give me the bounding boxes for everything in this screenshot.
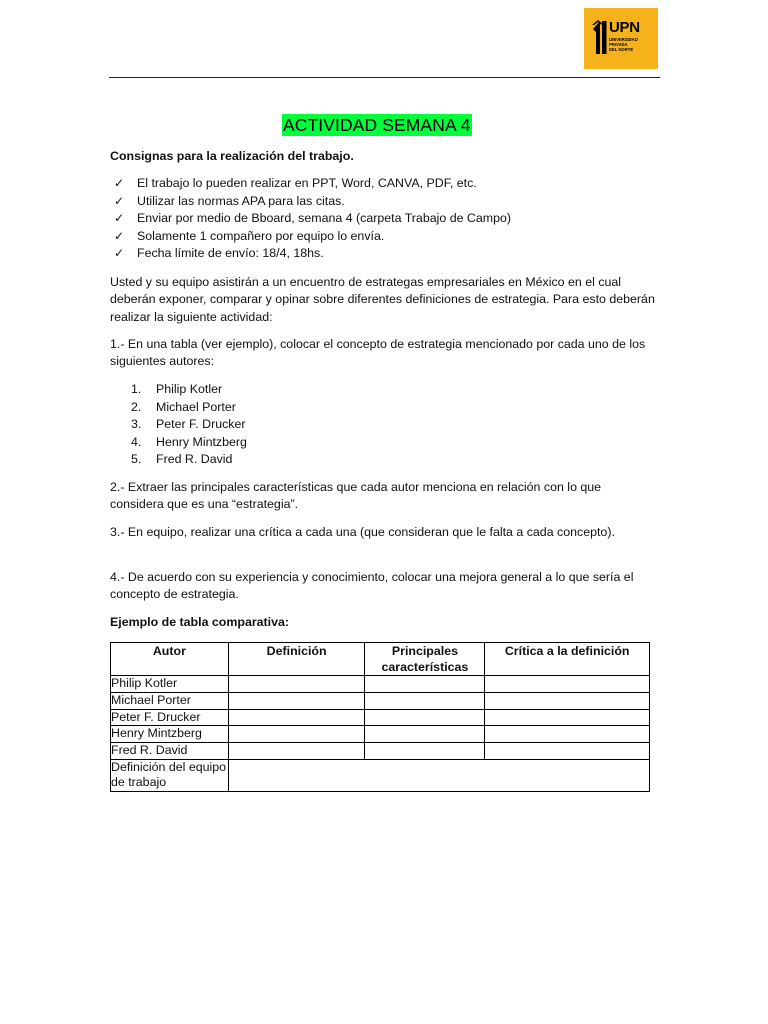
characteristics-cell[interactable] (365, 692, 485, 709)
logo-subtext (609, 37, 638, 52)
upn-logo (584, 8, 658, 69)
row-author-cell: Henry Mintzberg (111, 726, 229, 743)
intro-paragraph: Usted y su equipo asistirán a un encuentro de estrategas empresariales en México en el cual deberán exponer, comparar y opinar sobre diferentes definiciones de estrategia. Para esto deberán realizar la siguiente actividad: (110, 275, 655, 324)
comparison-table (110, 642, 650, 792)
characteristics-cell[interactable] (365, 676, 485, 693)
authors-list (131, 381, 247, 469)
checkmark-icon: ✓ (114, 228, 125, 243)
column-header: Definición (228, 643, 365, 676)
critique-cell[interactable] (485, 692, 650, 709)
list-item-text: Enviar por medio de Bboard, semana 4 (carpeta Trabajo de Campo) (137, 211, 511, 226)
team-definition-label: Definición del equipo de trabajo (111, 759, 229, 791)
author-name: Philip Kotler (156, 382, 223, 396)
team-definition-cell[interactable] (228, 759, 649, 791)
step-4-paragraph: 4.- De acuerdo con su experiencia y conocimiento, colocar una mejora general a lo que sería el concepto de estrategia. (110, 570, 634, 602)
consignas-list (114, 175, 511, 263)
definition-cell[interactable] (228, 709, 365, 726)
critique-cell[interactable] (485, 676, 650, 693)
row-author-cell: Fred R. David (111, 743, 229, 760)
list-item (114, 175, 511, 193)
list-item (131, 451, 247, 469)
checkmark-icon: ✓ (114, 246, 125, 261)
table-row (111, 676, 650, 693)
column-header: Autor (111, 643, 229, 676)
step-1-paragraph: 1.- En una tabla (ver ejemplo), colocar el concepto de estrategia mencionado por cada uno de los siguientes autores: (110, 337, 646, 369)
list-number: 2. (131, 399, 142, 414)
logo-subtext-line: UNIVERSIDAD (609, 37, 638, 42)
critique-cell[interactable] (485, 726, 650, 743)
table-heading: Ejemplo de tabla comparativa: (110, 615, 290, 629)
header-divider (109, 77, 660, 78)
list-item (114, 245, 511, 263)
logo-subtext-line: DEL NORTE (609, 47, 634, 52)
step-2-paragraph: 2.- Extraer las principales características que cada autor menciona en relación con lo que considera que es una “estrategia”. (110, 480, 602, 512)
author-name: Peter F. Drucker (156, 417, 246, 431)
column-header: Principales características (365, 643, 485, 676)
step-3-paragraph: 3.- En equipo, realizar una crítica a cada una (que consideran que le falta a cada concepto). (110, 525, 615, 539)
definition-cell[interactable] (228, 743, 365, 760)
checkmark-icon: ✓ (114, 176, 125, 191)
list-item (131, 381, 247, 399)
list-number: 5. (131, 452, 142, 466)
consignas-heading: Consignas para la realización del trabajo. (110, 149, 354, 163)
table-row (111, 743, 650, 760)
table-header-row (111, 643, 650, 676)
list-item (114, 210, 511, 228)
author-name: Fred R. David (156, 452, 233, 466)
list-item (131, 434, 247, 452)
definition-cell[interactable] (228, 692, 365, 709)
list-item-text: Solamente 1 compañero por equipo lo envía. (137, 228, 385, 243)
list-item-text: Utilizar las normas APA para las citas. (137, 193, 345, 208)
table-row (111, 709, 650, 726)
critique-cell[interactable] (485, 709, 650, 726)
table-row (111, 726, 650, 743)
row-author-cell: Michael Porter (111, 692, 229, 709)
definition-cell[interactable] (228, 676, 365, 693)
page-title: ACTIVIDAD SEMANA 4 (283, 115, 471, 135)
list-item (131, 399, 247, 417)
characteristics-cell[interactable] (365, 709, 485, 726)
critique-cell[interactable] (485, 743, 650, 760)
list-item (114, 228, 511, 246)
author-name: Henry Mintzberg (156, 434, 247, 449)
list-item-text: Fecha límite de envío: 18/4, 18hs. (137, 246, 324, 261)
column-header: Crítica a la definición (485, 643, 650, 676)
table-row (111, 692, 650, 709)
definition-cell[interactable] (228, 726, 365, 743)
characteristics-cell[interactable] (365, 743, 485, 760)
checkmark-icon: ✓ (114, 193, 125, 208)
row-author-cell: Peter F. Drucker (111, 709, 229, 726)
logo-subtext-line: PRIVADA (609, 42, 628, 47)
list-item-text: El trabajo lo pueden realizar en PPT, Word, CANVA, PDF, etc. (137, 176, 477, 191)
list-number: 4. (131, 434, 142, 449)
list-number: 1. (131, 382, 142, 396)
list-item (131, 416, 247, 434)
list-item (114, 193, 511, 211)
author-name: Michael Porter (156, 399, 236, 414)
characteristics-cell[interactable] (365, 726, 485, 743)
row-author-cell: Philip Kotler (111, 676, 229, 693)
checkmark-icon: ✓ (114, 211, 125, 226)
table-row-team-definition (111, 759, 650, 791)
logo-wordmark: UPN (609, 19, 640, 36)
list-number: 3. (131, 417, 142, 431)
